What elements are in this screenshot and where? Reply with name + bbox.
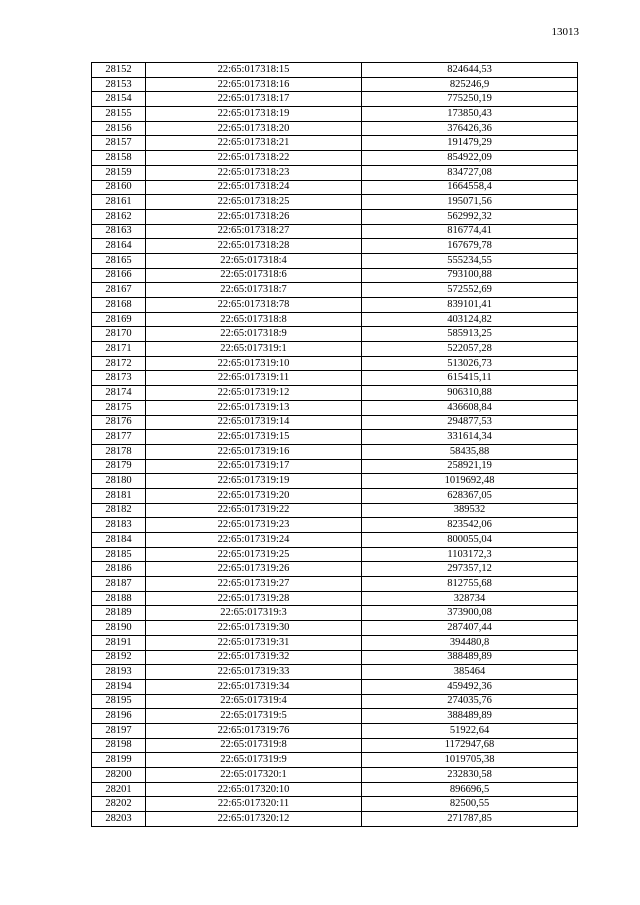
cadastral-value-cell: 825246,9 — [362, 77, 578, 92]
table-row — [92, 591, 578, 606]
cadastral-number-cell: 22:65:017318:24 — [146, 180, 362, 195]
page-number: 13013 — [551, 26, 579, 38]
cadastral-number-cell: 22:65:017319:22 — [146, 503, 362, 518]
table-row — [92, 107, 578, 122]
table-row — [92, 430, 578, 445]
table-row — [92, 283, 578, 298]
row-number-cell: 28169 — [92, 312, 146, 327]
table-row — [92, 782, 578, 797]
table-row — [92, 371, 578, 386]
cadastral-number-cell: 22:65:017318:21 — [146, 136, 362, 151]
cadastral-value-cell: 585913,25 — [362, 327, 578, 342]
table-row — [92, 562, 578, 577]
row-number-cell: 28152 — [92, 63, 146, 78]
row-number-cell: 28173 — [92, 371, 146, 386]
table-row — [92, 415, 578, 430]
cadastral-value-cell: 294877,53 — [362, 415, 578, 430]
cadastral-number-cell: 22:65:017319:10 — [146, 356, 362, 371]
cadastral-value-cell: 394480,8 — [362, 635, 578, 650]
table-row — [92, 444, 578, 459]
table-row — [92, 180, 578, 195]
row-number-cell: 28186 — [92, 562, 146, 577]
cadastral-value-cell: 522057,28 — [362, 342, 578, 357]
table-row — [92, 386, 578, 401]
row-number-cell: 28174 — [92, 386, 146, 401]
cadastral-number-cell: 22:65:017318:26 — [146, 209, 362, 224]
cadastral-value-cell: 191479,29 — [362, 136, 578, 151]
row-number-cell: 28178 — [92, 444, 146, 459]
cadastral-value-cell: 274035,76 — [362, 694, 578, 709]
table-body — [92, 63, 578, 827]
cadastral-value-cell: 328734 — [362, 591, 578, 606]
table-row — [92, 151, 578, 166]
row-number-cell: 28160 — [92, 180, 146, 195]
row-number-cell: 28177 — [92, 430, 146, 445]
cadastral-value-cell: 173850,43 — [362, 107, 578, 122]
row-number-cell: 28163 — [92, 224, 146, 239]
table-row — [92, 224, 578, 239]
cadastral-number-cell: 22:65:017319:16 — [146, 444, 362, 459]
table-row — [92, 459, 578, 474]
cadastral-number-cell: 22:65:017318:25 — [146, 195, 362, 210]
cadastral-value-cell: 896696,5 — [362, 782, 578, 797]
table-row — [92, 121, 578, 136]
cadastral-value-cell: 572552,69 — [362, 283, 578, 298]
cadastral-value-cell: 167679,78 — [362, 239, 578, 254]
cadastral-value-cell: 800055,04 — [362, 533, 578, 548]
table-row — [92, 533, 578, 548]
table-row — [92, 694, 578, 709]
row-number-cell: 28191 — [92, 635, 146, 650]
row-number-cell: 28180 — [92, 474, 146, 489]
cadastral-value-cell: 1019705,38 — [362, 753, 578, 768]
cadastral-value-cell: 1664558,4 — [362, 180, 578, 195]
row-number-cell: 28183 — [92, 518, 146, 533]
row-number-cell: 28184 — [92, 533, 146, 548]
row-number-cell: 28162 — [92, 209, 146, 224]
table-row — [92, 239, 578, 254]
cadastral-number-cell: 22:65:017319:13 — [146, 400, 362, 415]
cadastral-value-cell: 436608,84 — [362, 400, 578, 415]
table-row — [92, 209, 578, 224]
row-number-cell: 28153 — [92, 77, 146, 92]
cadastral-value-cell: 459492,36 — [362, 679, 578, 694]
table-row — [92, 723, 578, 738]
cadastral-number-cell: 22:65:017320:10 — [146, 782, 362, 797]
table-row — [92, 63, 578, 78]
row-number-cell: 28165 — [92, 253, 146, 268]
cadastral-number-cell: 22:65:017319:1 — [146, 342, 362, 357]
row-number-cell: 28159 — [92, 165, 146, 180]
row-number-cell: 28202 — [92, 797, 146, 812]
cadastral-number-cell: 22:65:017320:1 — [146, 768, 362, 783]
cadastral-number-cell: 22:65:017318:78 — [146, 298, 362, 313]
cadastral-number-cell: 22:65:017318:27 — [146, 224, 362, 239]
table-row — [92, 547, 578, 562]
cadastral-value-cell: 824644,53 — [362, 63, 578, 78]
cadastral-number-cell: 22:65:017319:32 — [146, 650, 362, 665]
cadastral-value-cell: 385464 — [362, 665, 578, 680]
cadastral-value-cell: 389532 — [362, 503, 578, 518]
row-number-cell: 28161 — [92, 195, 146, 210]
row-number-cell: 28170 — [92, 327, 146, 342]
row-number-cell: 28155 — [92, 107, 146, 122]
cadastral-number-cell: 22:65:017319:33 — [146, 665, 362, 680]
cadastral-value-cell: 373900,08 — [362, 606, 578, 621]
row-number-cell: 28201 — [92, 782, 146, 797]
cadastral-number-cell: 22:65:017319:12 — [146, 386, 362, 401]
cadastral-value-cell: 1172947,68 — [362, 738, 578, 753]
row-number-cell: 28167 — [92, 283, 146, 298]
cadastral-number-cell: 22:65:017318:22 — [146, 151, 362, 166]
table-row — [92, 92, 578, 107]
cadastral-number-cell: 22:65:017319:11 — [146, 371, 362, 386]
table-row — [92, 650, 578, 665]
cadastral-number-cell: 22:65:017319:8 — [146, 738, 362, 753]
cadastral-number-cell: 22:65:017318:16 — [146, 77, 362, 92]
table-row — [92, 679, 578, 694]
cadastral-value-cell: 628367,05 — [362, 488, 578, 503]
cadastral-value-cell: 331614,34 — [362, 430, 578, 445]
table-row — [92, 606, 578, 621]
row-number-cell: 28200 — [92, 768, 146, 783]
table-row — [92, 268, 578, 283]
cadastral-number-cell: 22:65:017319:4 — [146, 694, 362, 709]
cadastral-value-cell: 258921,19 — [362, 459, 578, 474]
table-row — [92, 621, 578, 636]
table-row — [92, 253, 578, 268]
cadastral-value-cell: 793100,88 — [362, 268, 578, 283]
cadastral-number-cell: 22:65:017319:24 — [146, 533, 362, 548]
table-row — [92, 488, 578, 503]
table-row — [92, 136, 578, 151]
cadastral-value-cell: 839101,41 — [362, 298, 578, 313]
cadastral-value-cell: 403124,82 — [362, 312, 578, 327]
cadastral-number-cell: 22:65:017319:76 — [146, 723, 362, 738]
table-row — [92, 738, 578, 753]
row-number-cell: 28194 — [92, 679, 146, 694]
row-number-cell: 28188 — [92, 591, 146, 606]
row-number-cell: 28198 — [92, 738, 146, 753]
cadastral-number-cell: 22:65:017319:9 — [146, 753, 362, 768]
cadastral-number-cell: 22:65:017319:3 — [146, 606, 362, 621]
cadastral-value-cell: 562992,32 — [362, 209, 578, 224]
cadastral-number-cell: 22:65:017319:28 — [146, 591, 362, 606]
cadastral-value-cell: 82500,55 — [362, 797, 578, 812]
cadastral-value-cell: 555234,55 — [362, 253, 578, 268]
cadastral-number-cell: 22:65:017318:19 — [146, 107, 362, 122]
cadastral-number-cell: 22:65:017319:20 — [146, 488, 362, 503]
cadastral-number-cell: 22:65:017318:9 — [146, 327, 362, 342]
cadastral-number-cell: 22:65:017319:34 — [146, 679, 362, 694]
row-number-cell: 28185 — [92, 547, 146, 562]
cadastral-value-cell: 615415,11 — [362, 371, 578, 386]
row-number-cell: 28193 — [92, 665, 146, 680]
row-number-cell: 28179 — [92, 459, 146, 474]
cadastral-value-cell: 376426,36 — [362, 121, 578, 136]
cadastral-number-cell: 22:65:017319:5 — [146, 709, 362, 724]
table-row — [92, 753, 578, 768]
cadastral-number-cell: 22:65:017318:17 — [146, 92, 362, 107]
row-number-cell: 28166 — [92, 268, 146, 283]
table-row — [92, 709, 578, 724]
row-number-cell: 28175 — [92, 400, 146, 415]
row-number-cell: 28195 — [92, 694, 146, 709]
table-row — [92, 77, 578, 92]
row-number-cell: 28203 — [92, 812, 146, 827]
table-row — [92, 195, 578, 210]
cadastral-value-cell: 195071,56 — [362, 195, 578, 210]
table-row — [92, 518, 578, 533]
cadastral-number-cell: 22:65:017319:31 — [146, 635, 362, 650]
row-number-cell: 28154 — [92, 92, 146, 107]
row-number-cell: 28187 — [92, 577, 146, 592]
cadastral-number-cell: 22:65:017319:14 — [146, 415, 362, 430]
row-number-cell: 28182 — [92, 503, 146, 518]
cadastral-number-cell: 22:65:017319:25 — [146, 547, 362, 562]
table-row — [92, 165, 578, 180]
cadastral-number-cell: 22:65:017318:8 — [146, 312, 362, 327]
cadastral-number-cell: 22:65:017319:27 — [146, 577, 362, 592]
cadastral-number-cell: 22:65:017319:17 — [146, 459, 362, 474]
table-row — [92, 635, 578, 650]
cadastral-number-cell: 22:65:017318:15 — [146, 63, 362, 78]
cadastral-value-cell: 1019692,48 — [362, 474, 578, 489]
row-number-cell: 28156 — [92, 121, 146, 136]
cadastral-value-cell: 388489,89 — [362, 650, 578, 665]
cadastral-number-cell: 22:65:017319:19 — [146, 474, 362, 489]
row-number-cell: 28189 — [92, 606, 146, 621]
table-row — [92, 342, 578, 357]
cadastral-number-cell: 22:65:017318:6 — [146, 268, 362, 283]
row-number-cell: 28197 — [92, 723, 146, 738]
row-number-cell: 28176 — [92, 415, 146, 430]
table-row — [92, 400, 578, 415]
cadastral-number-cell: 22:65:017319:23 — [146, 518, 362, 533]
cadastral-value-table — [91, 62, 578, 827]
table-row — [92, 503, 578, 518]
row-number-cell: 28199 — [92, 753, 146, 768]
cadastral-number-cell: 22:65:017318:4 — [146, 253, 362, 268]
cadastral-value-cell: 775250,19 — [362, 92, 578, 107]
row-number-cell: 28190 — [92, 621, 146, 636]
cadastral-value-cell: 58435,88 — [362, 444, 578, 459]
cadastral-number-cell: 22:65:017320:11 — [146, 797, 362, 812]
row-number-cell: 28158 — [92, 151, 146, 166]
table-row — [92, 768, 578, 783]
cadastral-number-cell: 22:65:017319:15 — [146, 430, 362, 445]
row-number-cell: 28164 — [92, 239, 146, 254]
row-number-cell: 28196 — [92, 709, 146, 724]
cadastral-number-cell: 22:65:017320:12 — [146, 812, 362, 827]
cadastral-value-cell: 823542,06 — [362, 518, 578, 533]
cadastral-value-cell: 816774,41 — [362, 224, 578, 239]
cadastral-value-cell: 287407,44 — [362, 621, 578, 636]
cadastral-number-cell: 22:65:017318:7 — [146, 283, 362, 298]
cadastral-value-cell: 834727,08 — [362, 165, 578, 180]
table-row — [92, 356, 578, 371]
row-number-cell: 28171 — [92, 342, 146, 357]
cadastral-value-cell: 232830,58 — [362, 768, 578, 783]
cadastral-number-cell: 22:65:017319:26 — [146, 562, 362, 577]
table-row — [92, 812, 578, 827]
table-row — [92, 327, 578, 342]
cadastral-value-cell: 1103172,3 — [362, 547, 578, 562]
cadastral-value-cell: 271787,85 — [362, 812, 578, 827]
cadastral-value-cell: 854922,09 — [362, 151, 578, 166]
cadastral-number-cell: 22:65:017318:20 — [146, 121, 362, 136]
cadastral-value-cell: 297357,12 — [362, 562, 578, 577]
row-number-cell: 28192 — [92, 650, 146, 665]
row-number-cell: 28172 — [92, 356, 146, 371]
table-row — [92, 298, 578, 313]
table-row — [92, 474, 578, 489]
table-row — [92, 577, 578, 592]
cadastral-number-cell: 22:65:017318:23 — [146, 165, 362, 180]
cadastral-value-cell: 513026,73 — [362, 356, 578, 371]
table-row — [92, 665, 578, 680]
row-number-cell: 28168 — [92, 298, 146, 313]
cadastral-value-cell: 388489,89 — [362, 709, 578, 724]
cadastral-value-cell: 906310,88 — [362, 386, 578, 401]
cadastral-value-cell: 51922,64 — [362, 723, 578, 738]
table-row — [92, 797, 578, 812]
cadastral-number-cell: 22:65:017318:28 — [146, 239, 362, 254]
cadastral-value-cell: 812755,68 — [362, 577, 578, 592]
row-number-cell: 28181 — [92, 488, 146, 503]
row-number-cell: 28157 — [92, 136, 146, 151]
cadastral-number-cell: 22:65:017319:30 — [146, 621, 362, 636]
table-row — [92, 312, 578, 327]
